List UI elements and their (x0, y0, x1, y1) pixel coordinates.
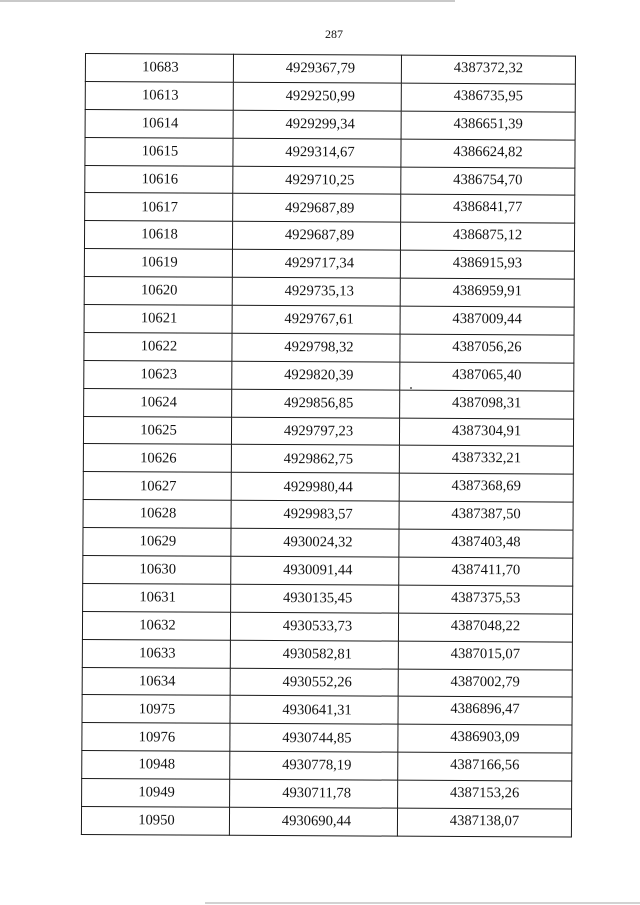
table-row (82, 611, 572, 641)
point-number-cell: 10617 (85, 193, 233, 222)
point-number-cell: 10976 (82, 723, 230, 752)
x-coordinate-cell: 4929687,89 (232, 222, 400, 251)
point-number-cell: 10950 (81, 807, 229, 836)
x-coordinate-cell: 4929767,61 (232, 305, 400, 334)
y-coordinate-cell: 4387056,26 (400, 334, 574, 363)
point-number-cell: 10629 (83, 528, 231, 557)
x-coordinate-cell: 4929798,32 (232, 333, 400, 362)
x-coordinate-cell: 4930091,44 (231, 556, 399, 585)
table-row (83, 416, 573, 446)
x-coordinate-cell: 4929250,99 (233, 82, 401, 111)
page-number: 287 (325, 27, 343, 41)
x-coordinate-cell: 4930582,81 (230, 640, 398, 669)
table-row (84, 277, 574, 307)
table-row (84, 305, 574, 335)
y-coordinate-cell: 4386959,91 (400, 278, 574, 307)
coordinates-table-body (81, 54, 575, 837)
table-row (85, 81, 575, 111)
point-number-cell: 10621 (84, 305, 232, 334)
x-coordinate-cell: 4929983,57 (231, 501, 399, 530)
y-coordinate-cell: 4387009,44 (400, 306, 574, 335)
table-row (82, 779, 572, 809)
table-row (82, 667, 572, 697)
table-row (83, 583, 573, 613)
x-coordinate-cell: 4929856,85 (232, 389, 400, 418)
table-row (82, 695, 572, 725)
table-row (84, 388, 574, 418)
x-coordinate-cell: 4929735,13 (232, 277, 400, 306)
table-row (82, 751, 572, 781)
y-coordinate-cell: 4386735,95 (401, 83, 575, 112)
point-number-cell: 10622 (84, 332, 232, 361)
y-coordinate-cell: 4386754,70 (401, 167, 575, 196)
point-number-cell: 10948 (82, 751, 230, 780)
x-coordinate-cell: 4929314,67 (233, 138, 401, 167)
x-coordinate-cell: 4929367,79 (233, 54, 401, 83)
point-number-cell: 10634 (82, 667, 230, 696)
y-coordinate-cell: 4387065,40 (400, 362, 574, 391)
y-coordinate-cell: 4386841,77 (401, 195, 575, 224)
y-coordinate-cell: 4387375,53 (399, 585, 573, 614)
y-coordinate-cell: 4387332,21 (399, 446, 573, 475)
x-coordinate-cell: 4929717,34 (232, 250, 400, 279)
y-coordinate-cell: 4386875,12 (400, 222, 574, 251)
y-coordinate-cell: 4387166,56 (398, 752, 572, 781)
x-coordinate-cell: 4930711,78 (230, 779, 398, 808)
x-coordinate-cell: 4930552,26 (230, 668, 398, 697)
table-row (83, 528, 573, 558)
y-coordinate-cell: 4386903,09 (398, 725, 572, 754)
point-number-cell: 10614 (85, 109, 233, 138)
point-number-cell: 10624 (84, 388, 232, 417)
point-number-cell: 10633 (82, 639, 230, 668)
table-row (82, 723, 572, 753)
y-coordinate-cell: 4387002,79 (398, 669, 572, 698)
x-coordinate-cell: 4930778,19 (230, 752, 398, 781)
point-number-cell: 10683 (85, 54, 233, 83)
point-number-cell: 10949 (82, 779, 230, 808)
table-row (82, 639, 572, 669)
y-coordinate-cell: 4386915,93 (400, 250, 574, 279)
x-coordinate-cell: 4930135,45 (231, 584, 399, 613)
y-coordinate-cell: 4387048,22 (398, 613, 572, 642)
y-coordinate-cell: 4387098,31 (400, 390, 574, 419)
point-number-cell: 10632 (82, 611, 230, 640)
y-coordinate-cell: 4387368,69 (399, 474, 573, 503)
x-coordinate-cell: 4929299,34 (233, 110, 401, 139)
table-row (83, 472, 573, 502)
scan-edge-top (0, 0, 455, 2)
x-coordinate-cell: 4930690,44 (229, 807, 397, 836)
point-number-cell: 10618 (84, 221, 232, 250)
y-coordinate-cell: 4387015,07 (398, 641, 572, 670)
x-coordinate-cell: 4929980,44 (231, 473, 399, 502)
point-number-cell: 10630 (83, 556, 231, 585)
point-number-cell: 10625 (83, 416, 231, 445)
point-number-cell: 10613 (85, 81, 233, 110)
x-coordinate-cell: 4929687,89 (233, 194, 401, 223)
table-row (84, 249, 574, 279)
table-row (83, 500, 573, 530)
table-row (85, 137, 575, 167)
y-coordinate-cell: 4387153,26 (398, 780, 572, 809)
y-coordinate-cell: 4386896,47 (398, 697, 572, 726)
y-coordinate-cell: 4386651,39 (401, 111, 575, 140)
y-coordinate-cell: 4387304,91 (399, 418, 573, 447)
y-coordinate-cell: 4386624,82 (401, 139, 575, 168)
y-coordinate-cell: 4387387,50 (399, 501, 573, 530)
table-row (81, 807, 571, 837)
coordinates-table-container (81, 53, 575, 837)
point-number-cell: 10627 (83, 472, 231, 501)
x-coordinate-cell: 4929862,75 (231, 445, 399, 474)
point-number-cell: 10620 (84, 277, 232, 306)
x-coordinate-cell: 4929820,39 (232, 361, 400, 390)
point-number-cell: 10631 (83, 583, 231, 612)
point-number-cell: 10615 (85, 137, 233, 166)
x-coordinate-cell: 4930744,85 (230, 724, 398, 753)
x-coordinate-cell: 4930533,73 (230, 612, 398, 641)
table-row (85, 54, 575, 84)
y-coordinate-cell: 4387138,07 (397, 808, 571, 837)
point-number-cell: 10628 (83, 500, 231, 529)
y-coordinate-cell: 4387372,32 (401, 55, 575, 84)
point-number-cell: 10975 (82, 695, 230, 724)
table-row (84, 221, 574, 251)
table-row (85, 109, 575, 139)
point-number-cell: 10623 (84, 360, 232, 389)
point-number-cell: 10626 (83, 444, 231, 473)
x-coordinate-cell: 4930641,31 (230, 696, 398, 725)
table-row (85, 165, 575, 195)
table-row (83, 556, 573, 586)
table-row (83, 444, 573, 474)
x-coordinate-cell: 4929710,25 (233, 166, 401, 195)
table-row (85, 193, 575, 223)
y-coordinate-cell: 4387403,48 (399, 529, 573, 558)
y-coordinate-cell: 4387411,70 (399, 557, 573, 586)
coordinates-table (81, 53, 576, 837)
table-row (84, 332, 574, 362)
point-number-cell: 10616 (85, 165, 233, 194)
scan-speck (410, 387, 412, 389)
table-row (84, 360, 574, 390)
point-number-cell: 10619 (84, 249, 232, 278)
x-coordinate-cell: 4929797,23 (231, 417, 399, 446)
x-coordinate-cell: 4930024,32 (231, 528, 399, 557)
scan-edge-bottom (205, 902, 640, 904)
